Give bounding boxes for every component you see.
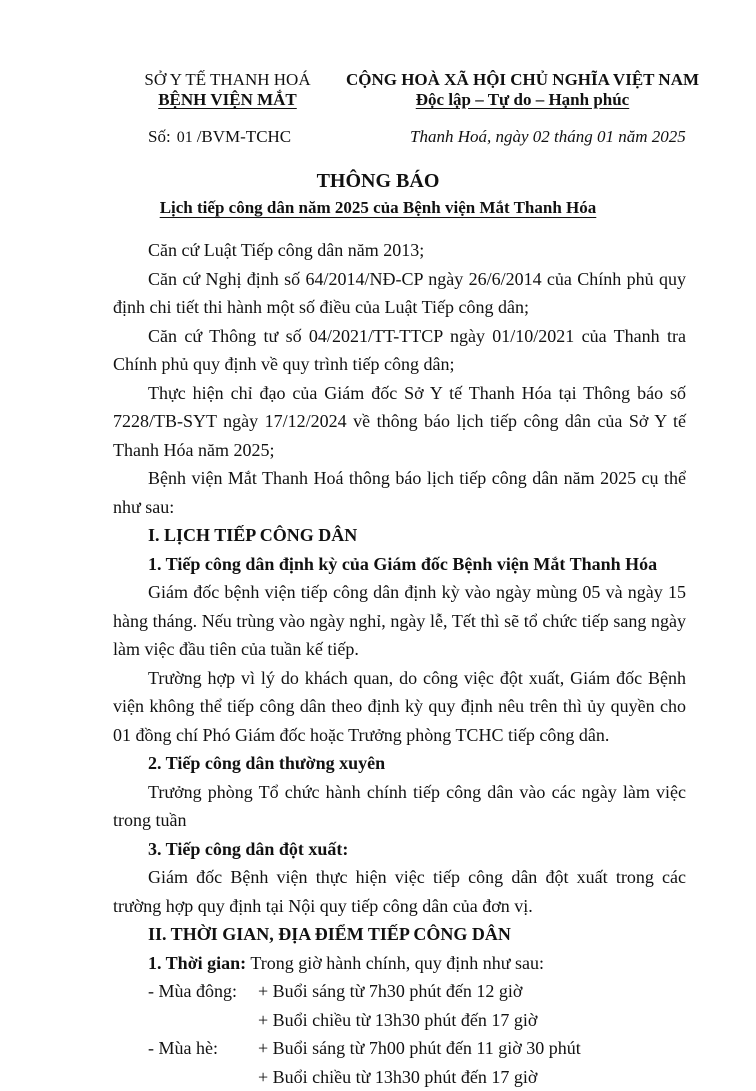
schedule-row: [113, 1034, 686, 1063]
number-value: 01: [177, 129, 193, 146]
national-name: CỘNG HOÀ XÃ HỘI CHỦ NGHĨA VIỆT NAM: [320, 70, 725, 90]
subsection-heading: 1. Tiếp công dân định kỳ của Giám đốc Bệnh viện Mắt Thanh Hóa: [113, 550, 686, 579]
section-heading: II. THỜI GIAN, ĐỊA ĐIỂM TIẾP CÔNG DÂN: [113, 920, 686, 949]
schedule-row: [113, 977, 686, 1006]
time-label: 1. Thời gian:: [148, 953, 246, 973]
subsection-heading: 3. Tiếp công dân đột xuất:: [113, 835, 686, 864]
national-motto-block: [320, 70, 725, 110]
paragraph: Trường hợp vì lý do khách quan, do công việc đột xuất, Giám đốc Bệnh viện không thể tiếp công dân theo định kỳ quy định nêu trên thì ủy quyền cho 01 đồng chí Phó Giám đốc hoặc Trưởng phòng TCHC tiếp công dân.: [113, 664, 686, 750]
paragraph: Thực hiện chỉ đạo của Giám đốc Sở Y tế Thanh Hóa tại Thông báo số 7228/TB-SYT ngày 17/12/2024 về thông báo lịch tiếp công dân của Sở Y tế Thanh Hóa năm 2025;: [113, 379, 686, 465]
issuing-agency: BỆNH VIỆN MẮT: [120, 90, 335, 110]
time-text: Trong giờ hành chính, quy định như sau:: [246, 953, 544, 973]
schedule-row: [113, 1063, 686, 1091]
document-body: [113, 236, 686, 1091]
document-subtitle: [0, 198, 756, 218]
time-slot: + Buổi chiều từ 13h30 phút đến 17 giờ: [258, 1006, 537, 1035]
subtitle-text: Lịch tiếp công dân năm 2025 của Bệnh viện Mắt Thanh Hóa: [160, 198, 597, 217]
season-label: - Mùa đông:: [148, 977, 237, 1006]
document-number: [148, 127, 291, 147]
issuing-agency-block: [120, 70, 335, 110]
paragraph: Bệnh viện Mắt Thanh Hoá thông báo lịch tiếp công dân năm 2025 cụ thể như sau:: [113, 464, 686, 521]
season-label: - Mùa hè:: [148, 1034, 218, 1063]
number-prefix: Số:: [148, 127, 171, 146]
time-slot: + Buổi sáng từ 7h30 phút đến 12 giờ: [258, 977, 522, 1006]
paragraph: Giám đốc bệnh viện tiếp công dân định kỳ vào ngày mùng 05 và ngày 15 hàng tháng. Nếu trùng vào ngày nghỉ, ngày lễ, Tết thì sẽ tổ chức tiếp sang ngày làm việc đầu tiên của tuần kế tiếp.: [113, 578, 686, 664]
paragraph: Căn cứ Thông tư số 04/2021/TT-TTCP ngày 01/10/2021 của Thanh tra Chính phủ quy định về quy trình tiếp công dân;: [113, 322, 686, 379]
paragraph: Trưởng phòng Tổ chức hành chính tiếp công dân vào các ngày làm việc trong tuần: [113, 778, 686, 835]
time-slot: + Buổi chiều từ 13h30 phút đến 17 giờ: [258, 1063, 537, 1091]
document-title: THÔNG BÁO: [0, 170, 756, 193]
national-motto: Độc lập – Tự do – Hạnh phúc: [320, 90, 725, 110]
paragraph: Giám đốc Bệnh viện thực hiện việc tiếp công dân đột xuất trong các trường hợp quy định tại Nội quy tiếp công dân của đơn vị.: [113, 863, 686, 920]
subsection-heading: 2. Tiếp công dân thường xuyên: [113, 749, 686, 778]
place-date: Thanh Hoá, ngày 02 tháng 01 năm 2025: [410, 127, 686, 147]
number-suffix: /BVM-TCHC: [197, 127, 291, 146]
parent-agency: SỞ Y TẾ THANH HOÁ: [120, 70, 335, 90]
time-slot: + Buổi sáng từ 7h00 phút đến 11 giờ 30 phút: [258, 1034, 581, 1063]
section-heading: I. LỊCH TIẾP CÔNG DÂN: [113, 521, 686, 550]
paragraph: Căn cứ Nghị định số 64/2014/NĐ-CP ngày 26/6/2014 của Chính phủ quy định chi tiết thi hành một số điều của Luật Tiếp công dân;: [113, 265, 686, 322]
paragraph: Căn cứ Luật Tiếp công dân năm 2013;: [113, 236, 686, 265]
schedule-row: [113, 1006, 686, 1035]
time-lead: [113, 949, 686, 978]
